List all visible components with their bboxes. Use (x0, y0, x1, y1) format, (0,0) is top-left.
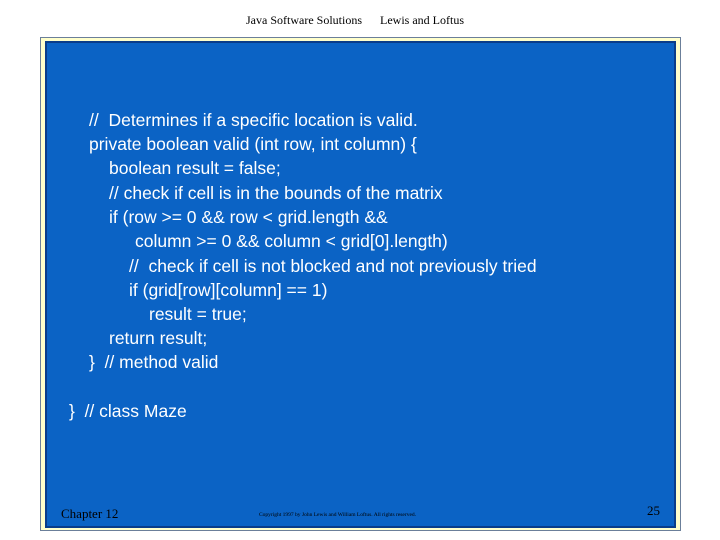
code-line-if-grid: if (grid[row][column] == 1) (129, 280, 328, 300)
code-line-column-check: column >= 0 && column < grid[0].length) (135, 231, 448, 251)
code-line-if-row: if (row >= 0 && row < grid.length && (109, 207, 388, 227)
book-authors: Lewis and Loftus (380, 13, 464, 27)
copyright-notice: Copyright 1997 by John Lewis and William Loftus. All rights reserved. (259, 512, 417, 518)
code-line-result-init: boolean result = false; (109, 158, 281, 178)
code-line-comment-bounds: // check if cell is in the bounds of the matrix (109, 183, 443, 203)
code-line-result-true: result = true; (149, 304, 247, 324)
slide-panel (45, 41, 676, 528)
code-line-end-class: } // class Maze (69, 401, 187, 421)
book-title: Java Software Solutions (246, 13, 362, 27)
code-line-comment-blocked: // check if cell is not blocked and not previously tried (129, 256, 537, 276)
chapter-label: Chapter 12 (61, 506, 119, 521)
code-block (47, 43, 674, 526)
code-line-return: return result; (109, 328, 208, 348)
code-line-method-signature: private boolean valid (int row, int column) { (89, 134, 417, 154)
code-line-comment-determines: // Determines if a specific location is valid. (89, 110, 418, 130)
page-number: 25 (647, 503, 660, 518)
code-line-end-method: } // method valid (89, 352, 219, 372)
